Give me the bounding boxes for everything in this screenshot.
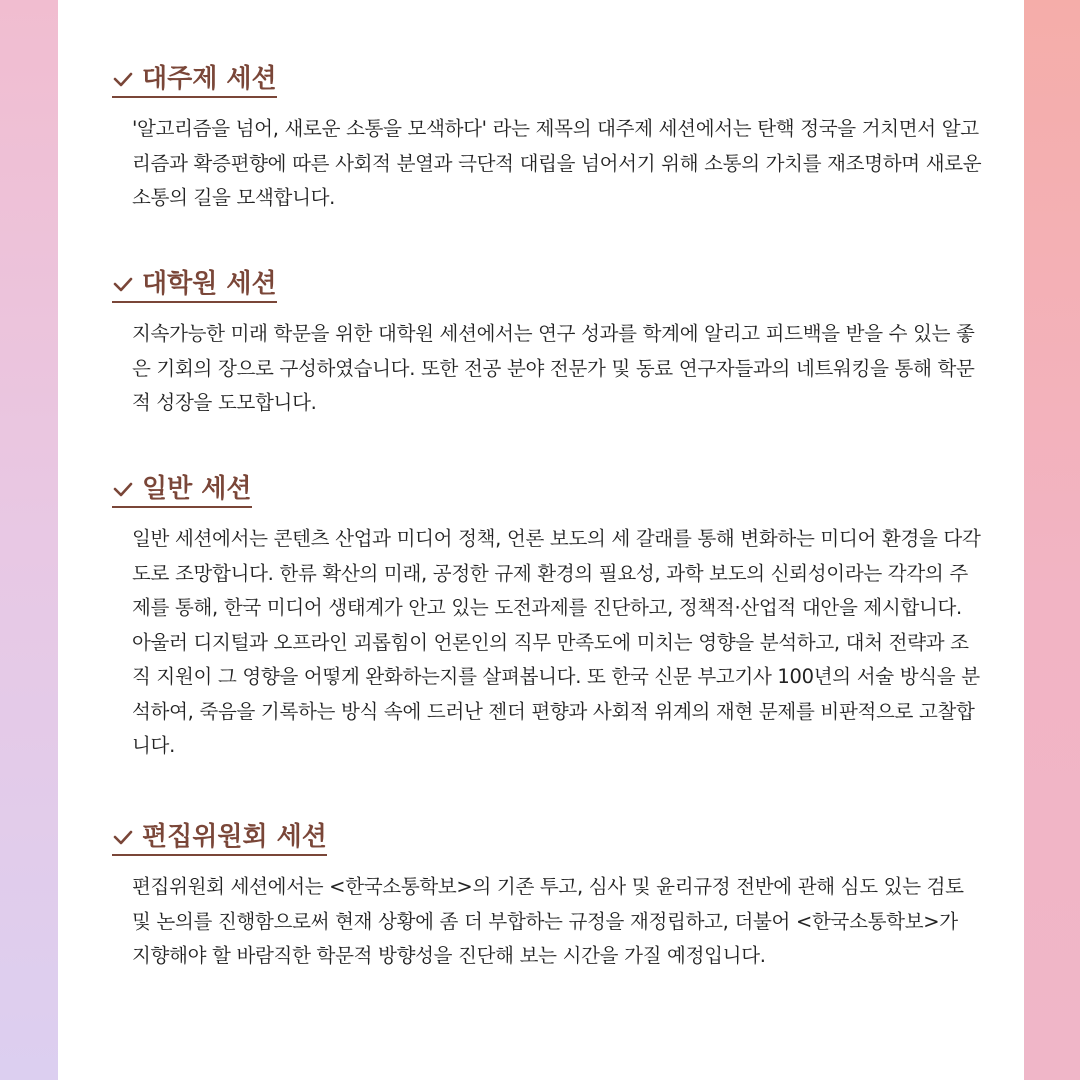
section-heading-text: 편집위원회 세션: [142, 822, 327, 852]
section-graduate: [112, 267, 982, 421]
section-heading: [112, 820, 327, 856]
section-heading: [112, 62, 277, 98]
content-card: [58, 0, 1024, 1080]
section-body: 일반 세션에서는 콘텐츠 산업과 미디어 정책, 언론 보도의 세 갈래를 통해 변화하는 미디어 환경을 다각도로 조망합니다. 한류 확산의 미래, 공정한 규제 환경의 필요성, 과학 보도의 신뢰성이라는 각각의 주제를 통해, 한국 미디어 생태계가 안고 있는 도전과제를 진단하고, 정책적·산업적 대안을 제시합니다. 아울러 디지털과 오프라인 괴롭힘이 언론인의 직무 만족도에 미치는 영향을 분석하고, 대처 전략과 조직 지원이 그 영향을 어떻게 완화하는지를 살펴봅니다. 또 한국 신문 부고기사 100년의 서술 방식을 분석하여, 죽음을 기록하는 방식 속에 드러난 젠더 편향과 사회적 위계의 재현 문제를 비판적으로 고찰합니다.: [132, 527, 981, 757]
section-heading: [112, 267, 277, 303]
section-heading-text: 대학원 세션: [142, 269, 277, 299]
check-icon: [112, 478, 134, 500]
background-left-gradient: [0, 0, 58, 1080]
section-body: '알고리즘을 넘어, 새로운 소통을 모색하다' 라는 제목의 대주제 세션에서는 탄핵 정국을 거치면서 알고리즘과 확증편향에 따른 사회적 분열과 극단적 대립을 넘어서기 위해 소통의 가치를 재조명하며 새로운 소통의 길을 모색합니다.: [132, 117, 982, 209]
check-icon: [112, 826, 134, 848]
section-heading: [112, 472, 252, 508]
section-main-theme: [112, 62, 982, 216]
background-right-gradient: [1024, 0, 1080, 1080]
section-editorial-board: [112, 820, 982, 974]
section-heading-text: 대주제 세션: [142, 64, 277, 94]
section-body: 편집위원회 세션에서는 <한국소통학보>의 기존 투고, 심사 및 윤리규정 전반에 관해 심도 있는 검토 및 논의를 진행함으로써 현재 상황에 좀 더 부합하는 규정을 재정립하고, 더불어 <한국소통학보>가 지향해야 할 바람직한 학문적 방향성을 진단해 보는 시간을 가질 예정입니다.: [132, 875, 964, 967]
section-general: [112, 472, 982, 764]
section-body: 지속가능한 미래 학문을 위한 대학원 세션에서는 연구 성과를 학계에 알리고 피드백을 받을 수 있는 좋은 기회의 장으로 구성하였습니다. 또한 전공 분야 전문가 및 동료 연구자들과의 네트워킹을 통해 학문적 성장을 도모합니다.: [132, 322, 975, 414]
check-icon: [112, 68, 134, 90]
check-icon: [112, 273, 134, 295]
section-heading-text: 일반 세션: [142, 474, 252, 504]
